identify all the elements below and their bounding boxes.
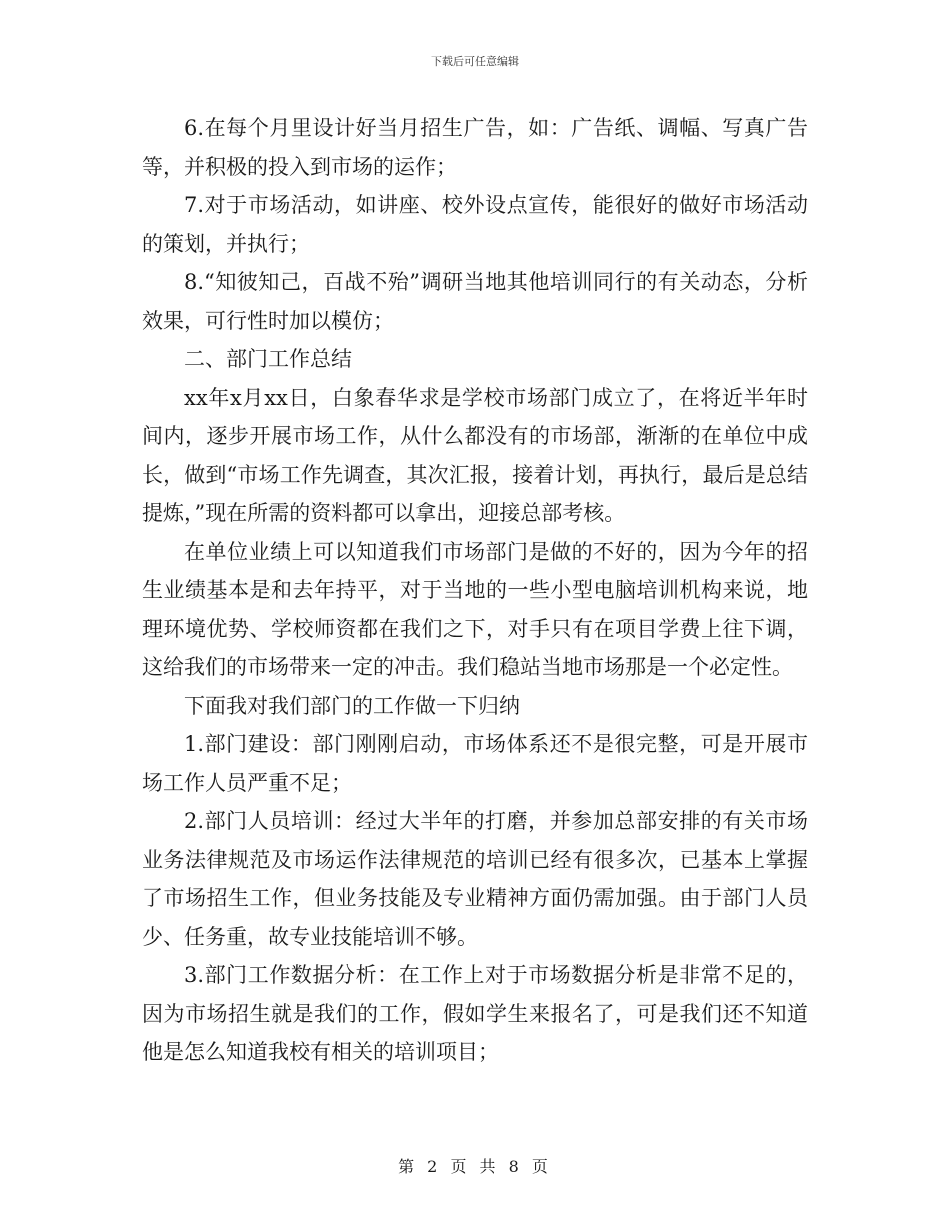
- paragraph-item-6: 6.在每个月里设计好当月招生广告，如：广告纸、调幅、写真广告等，并积极的投入到市场的运作；: [142, 116, 808, 179]
- paragraph-performance: 在单位业绩上可以知道我们市场部门是做的不好的，因为今年的招生业绩基本是和去年持平，对于当地的一些小型电脑培训机构来说，地理环境优势、学校师资都在我们之下，对手只有在项目学费上往下调，这给我们的市场带来一定的冲击。我们稳站当地市场那是一个必定性。: [142, 539, 808, 679]
- page-number: 第 2 页 共 8 页: [398, 1157, 552, 1176]
- document-body: [142, 109, 808, 1072]
- paragraph-point-1: 1.部门建设：部门刚刚启动，市场体系还不是很完整，可是开展市场工作人员严重不足；: [142, 732, 808, 795]
- paragraph-item-7: 7.对于市场活动，如讲座、校外设点宣传，能很好的做好市场活动的策划，并执行；: [142, 193, 808, 256]
- paragraph-point-2: 2.部门人员培训：经过大半年的打磨，并参加总部安排的有关市场业务法律规范及市场运作法律规范的培训已经有很多次，已基本上掌握了市场招生工作，但业务技能及专业精神方面仍需加强。由于部门人员少、任务重，故专业技能培训不够。: [142, 809, 808, 949]
- paragraph-summary-lead: 下面我对我们部门的工作做一下归纳: [184, 693, 520, 718]
- paragraph-summary-intro: xx年x月xx日，白象春华求是学校市场部门成立了，在将近半年时间内，逐步开展市场工作，从什么都没有的市场部，渐渐的在单位中成长，做到“市场工作先调查，其次汇报，接着计划，再执行，最后是总结提炼，”现在所需的资料都可以拿出，迎接总部考核。: [142, 385, 808, 525]
- paragraph-point-3: 3.部门工作数据分析：在工作上对于市场数据分析是非常不足的，因为市场招生就是我们的工作，假如学生来报名了，可是我们还不知道他是怎么知道我校有相关的培训项目；: [142, 963, 808, 1064]
- header-note: 下载后可任意编辑: [431, 55, 519, 68]
- paragraph-item-8: 8.“知彼知己，百战不殆”调研当地其他培训同行的有关动态，分析效果，可行性时加以模仿；: [142, 270, 808, 333]
- section-heading: 二、部门工作总结: [184, 347, 352, 371]
